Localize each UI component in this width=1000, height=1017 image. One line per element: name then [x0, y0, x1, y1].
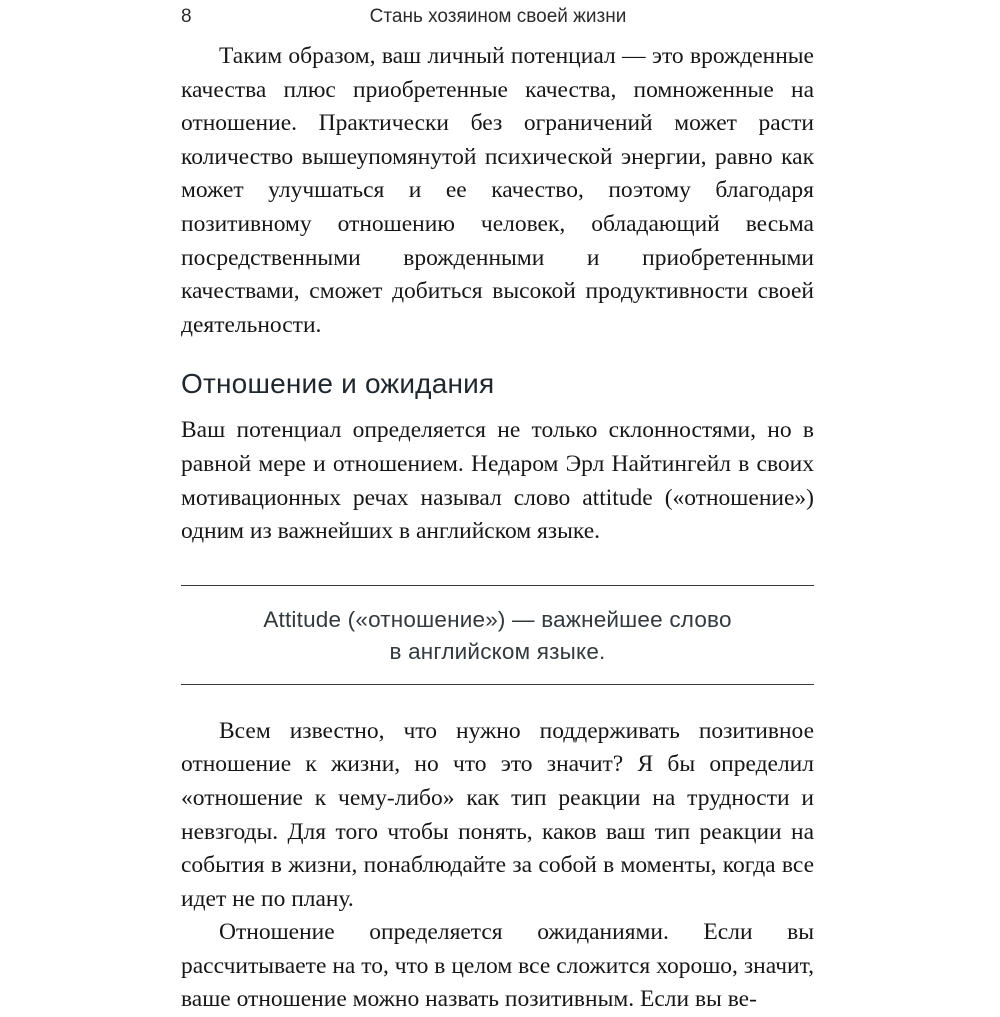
section-heading: Отношение и ожидания	[181, 368, 495, 400]
pullquote-line-2: в английском языке.	[389, 638, 606, 664]
pullquote-line-1: Attitude («отношение») — важнейшее слово	[263, 606, 732, 632]
running-head	[0, 0, 1000, 40]
running-title: Стань хозяином своей жизни	[369, 6, 627, 27]
page-number: 8	[181, 6, 192, 27]
paragraph-4: Отношение определяется ожиданиями. Если вы рассчитываете на то, что в целом все сложится хорошо, значит, ваше отношение можно назвать позитивным. Если вы ве-	[181, 919, 814, 1013]
paragraph-2: Ваш потенциал определяется не только склонностями, но в равной мере и отношением. Недаром Эрл Найтингейл в своих мотивационных речах называл слово attitude («отношение») одним из важнейших в английском языке.	[181, 417, 814, 545]
page-content	[181, 40, 814, 1017]
pullquote	[181, 585, 814, 685]
paragraph-1: Таким образом, ваш личный потенциал — это врожденные качества плюс приобретенные качества, помноженные на отношение. Практически без ограничений может расти количество вышеупомянутой психической энергии, равно как может улучшаться и ее качество, поэтому благодаря позитивному отношению человек, обладающий весьма посредственными врожденными и приобретенными качествами, сможет добиться высокой продуктивности своей деятельности.	[181, 43, 814, 338]
paragraph-3: Всем известно, что нужно поддерживать позитивное отношение к жизни, но что это значит? Я бы определил «отношение к чему-либо» как тип реакции на трудности и невзгоды. Для того чтобы понять, каков ваш тип реакции на события в жизни, понаблюдайте за собой в моменты, когда все идет не по плану.	[181, 717, 814, 912]
